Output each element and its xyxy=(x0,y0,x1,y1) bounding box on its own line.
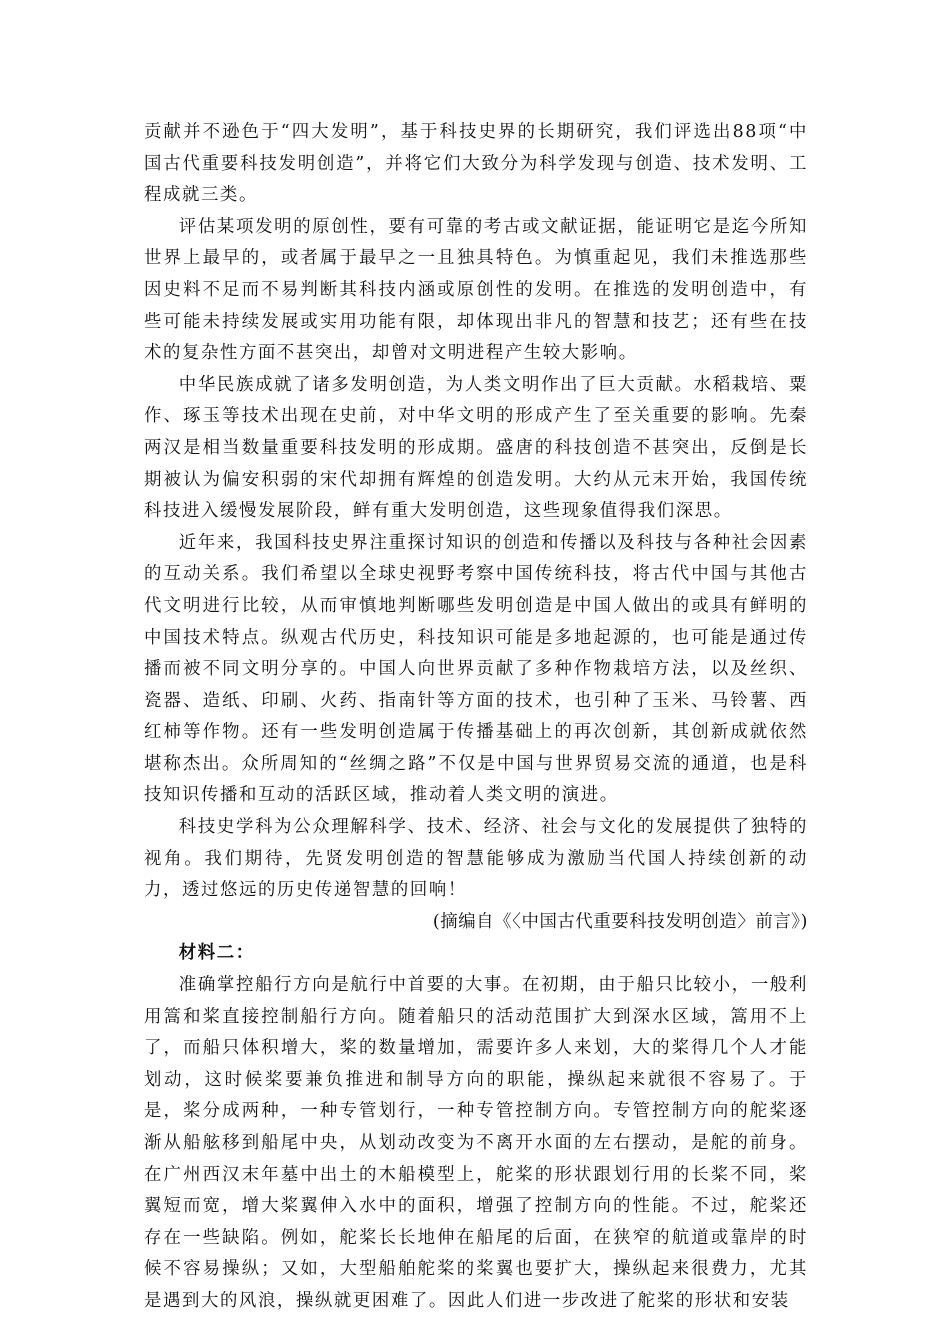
material1-paragraph-3: 中华民族成就了诸多发明创造，为人类文明作出了巨大贡献。水稻栽培、粟作、琢玉等技术出现在史前，对中华文明的形成产生了至关重要的影响。先秦两汉是相当数量重要科技发明的形成期。盛唐的科技创造不甚突出，反倒是长期被认为偏安积弱的宋代却拥有辉煌的创造发明。大约从元末开始，我国传统科技进入缓慢发展阶段，鲜有重大发明创造，这些现象值得我们深思。 xyxy=(144,374,808,522)
material1-paragraph-4: 近年来，我国科技史界注重探讨知识的创造和传播以及科技与各种社会因素的互动关系。我们希望以全球史视野考察中国传统科技，将古代中国与其他古代文明进行比较，从而审慎地判断哪些发明创造是中国人做出的或具有鲜明的中国技术特点。纵观古代历史，科技知识可能是多地起源的，也可能是通过传播而被不同文明分享的。中国人向世界贡献了多种作物栽培方法，以及丝织、瓷器、造纸、印刷、火药、指南针等方面的技术，也引种了玉米、马铃薯、西红柿等作物。还有一些发明创造属于传播基础上的再次创新，其创新成就依然堪称杰出。众所周知的“丝绸之路”不仅是中国与世界贸易交流的通道，也是科技知识传播和互动的活跃区域，推动着人类文明的演进。 xyxy=(144,532,808,806)
material2-paragraph-1: 准确掌控船行方向是航行中首要的大事。在初期，由于船只比较小，一般利用篙和桨直接控制船行方向。随着船只的活动范围扩大到深水区域，篙用不上了，而船只体积增大，桨的数量增加，需要许多人来划，大的桨得几个人才能划动，这时候桨要兼负推进和制导方向的职能，操纵起来就很不容易了。于是，桨分成两种，一种专管划行，一种专管控制方向。专管控制方向的舵桨逐渐从船舷移到船尾中央，从划动改变为不离开水面的左右摆动，是舵的前身。在广州西汉末年墓中出土的木船模型上，舵桨的形状跟划行用的长桨不同，桨翼短而宽，增大桨翼伸入水中的面积，增强了控制方向的性能。不过，舵桨还存在一些缺陷。例如，舵桨长长地伸在船尾的后面，在狭窄的航道或靠岸的时候不容易操纵；又如，大型船舶舵桨的桨翼也要扩大，操纵起来很费力，尤其是遇到大的风浪，操纵就更困难了。因此人们进一步改进了舵桨的形状和安装 xyxy=(144,975,808,1311)
material1-paragraph-1: 贡献并不逊色于“四大发明”，基于科技史界的长期研究，我们评选出88项“中国古代重要科技发明创造”，并将它们大致分为科学发现与创造、技术发明、工程成就三类。 xyxy=(144,122,808,206)
material2-heading: 材料二： xyxy=(178,943,255,964)
material1-source-citation: (摘编自《〈中国古代重要科技发明创造〉前言》) xyxy=(432,911,808,932)
document-page xyxy=(144,117,808,1318)
material1-paragraph-5: 科技史学科为公众理解科学、技术、经济、社会与文化的发展提供了独特的视角。我们期待，先贤发明创造的智慧能够成为激励当代国人持续创新的动力，透过悠远的历史传递智慧的回响！ xyxy=(144,817,808,901)
material1-paragraph-2: 评估某项发明的原创性，要有可靠的考古或文献证据，能证明它是迄今所知世界上最早的，或者属于最早之一且独具特色。为慎重起见，我们未推选那些因史料不足而不易判断其科技内涵或原创性的发明。在推选的发明创造中，有些可能未持续发展或实用功能有限，却体现出非凡的智慧和技艺；还有些在技术的复杂性方面不甚突出，却曾对文明进程产生较大影响。 xyxy=(144,216,808,364)
